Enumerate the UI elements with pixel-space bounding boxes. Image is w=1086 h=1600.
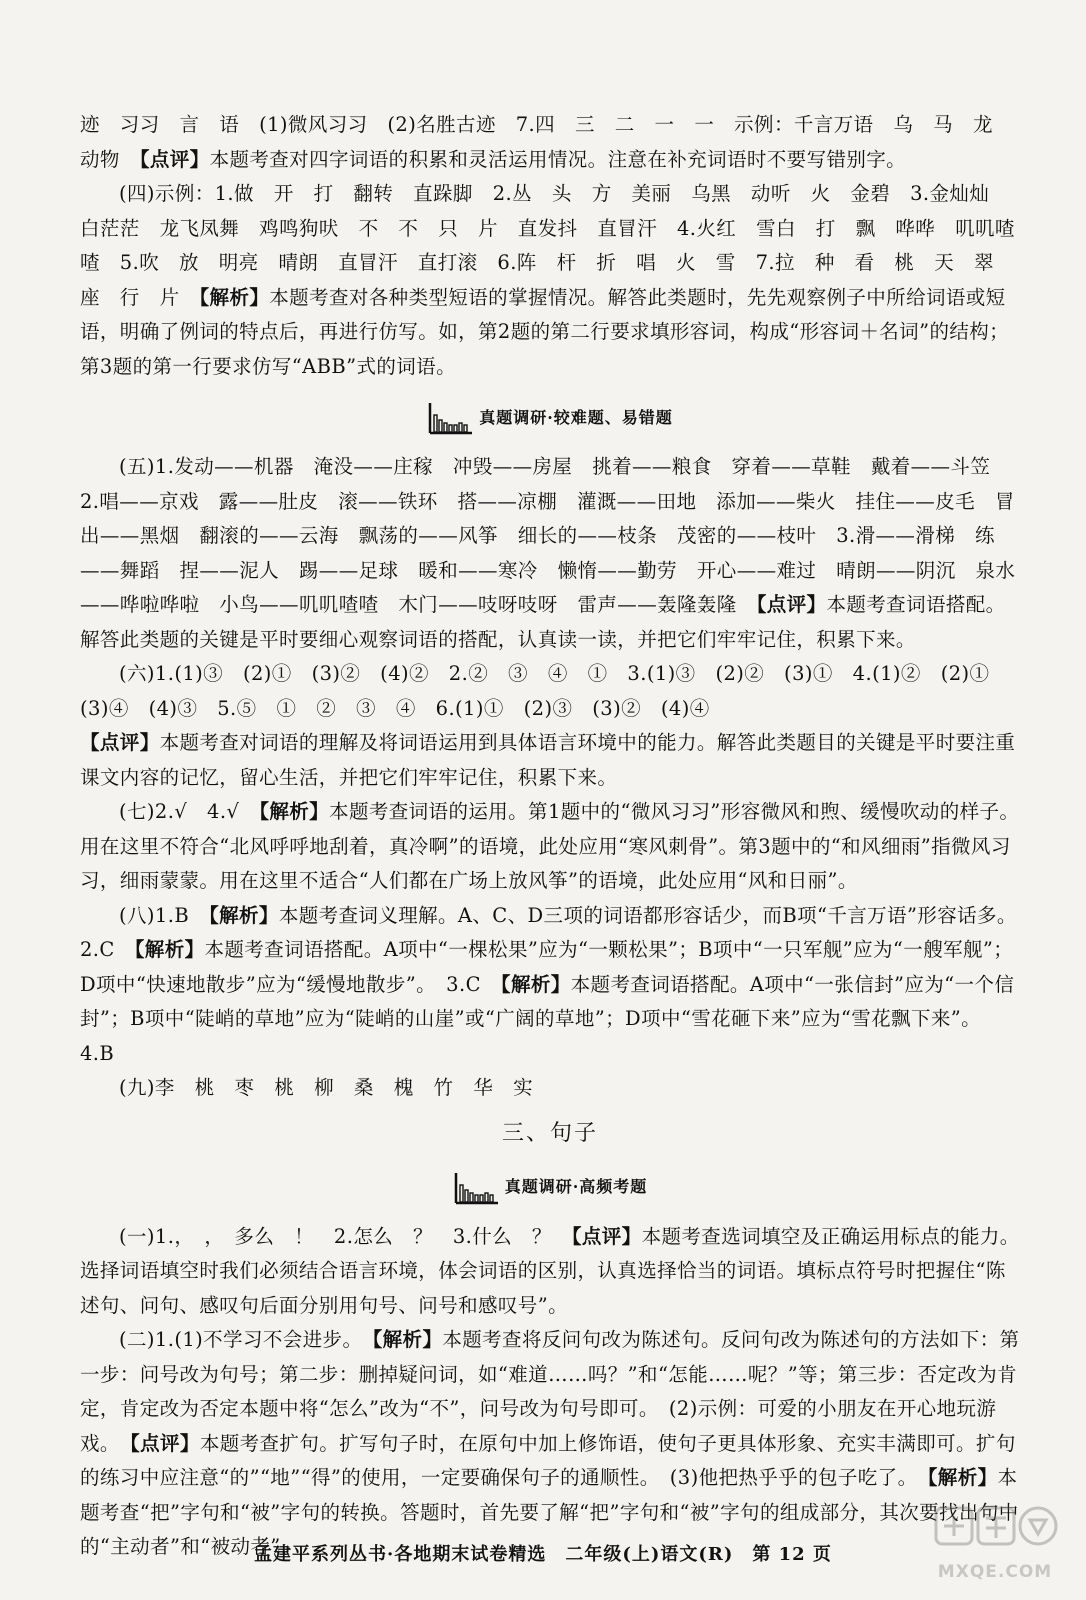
banner-difficult (80, 398, 1020, 438)
paragraph-section-6: (六)1.(1)③ (2)① (3)② (4)② 2.② ③ ④ ① 3.(1)③ (2)② (3)① 4.(1)② (2)① (3)④ (4)③ 5.⑤ ① ② ③ ④ 6.(1)① (2)③ (3)② (4)④ 【点评】本题考查对词语的理解及将词语运用到具体语言环境中的能力。解答此类题目的关键是平时要注重课文内容的记忆，留心生活，并把它们牢牢记住，积累下来。 (80, 662, 1016, 789)
analysis-tag: 【解析】 (259, 800, 330, 823)
watermark (930, 1502, 1060, 1582)
analysis-tag: 【解析】 (927, 1466, 998, 1489)
banner-label: 真题调研·较难题、易错题 (479, 407, 673, 427)
bar-chart-icon (453, 1171, 499, 1205)
comment-tag: 【点评】 (571, 1224, 642, 1248)
comment-tag: 【点评】 (139, 147, 210, 171)
watermark-text: MXQE.COM (937, 1562, 1053, 1582)
section-title: 三、句子 (501, 1120, 598, 1146)
analysis-tag: 【解析】 (500, 972, 571, 996)
paragraph-section-7: (七)2.√ 4.√ 【解析】本题考查词语的运用。第1题中的“微风习习”形容微风和煦、缓慢吹动的样子。用在这里不符合“北风呼呼地刮着，真冷啊”的语境，此处应用“寒风刺骨”。第3题中的“和风细雨”指微风习习，细雨蒙蒙。用在这里不适合“人们都在广场上放风筝”的语境，此处应用“风和日丽”。 (80, 800, 1020, 892)
paragraph-idioms: 迹 习习 言 语 (1)微风习习 (2)名胜古迹 7.四 三 二 一 一 示例：千言万语 乌 马 龙 动物 【点评】本题考查对四字词语的积累和灵活运用情况。注意在补充词语时不要写错别字。 (80, 113, 1013, 171)
watermark-logo-icon (930, 1502, 1060, 1558)
analysis-tag: 【解析】 (199, 285, 270, 309)
paragraph-section-9: (九)李 桃 枣 桃 柳 桑 槐 竹 华 实 (119, 1076, 534, 1099)
paragraph-sentences-1: (一)1.， ， 多么 ！ 2.怎么 ？ 3.什么 ？ 【点评】本题考查选词填空及正确运用标点的能力。选择词语填空时我们必须结合语言环境，体会词语的区别，认真选择恰当的词语。填标点符号时把握住“陈述句、问句、感叹句后面分别用句号、问号和感叹号”。 (80, 1224, 1020, 1317)
banner-label: 真题调研·高频考题 (504, 1177, 648, 1197)
answer-content (80, 108, 1027, 1565)
analysis-tag: 【解析】 (134, 938, 205, 961)
banner-frequent (80, 1168, 1020, 1208)
paragraph-section-4: (四)示例：1.做 开 打 翻转 直跺脚 2.丛 头 方 美丽 乌黑 动听 火 金碧 3.金灿灿 白茫茫 龙飞凤舞 鸡鸣狗吠 不 不 只 片 直发抖 直冒汗 4.火红 雪白 打 飘 哗哗 叽叽喳喳 5.吹 放 明亮 晴朗 直冒汗 直打滚 6.阵 杆 折 唱 火 雪 7.拉 种 看 桃 天 翠 座 行 片 【解析】本题考查对各种类型短语的掌握情况。解答此类题时，先先观察例子中所给词语或短语，明确了例词的特点后，再进行仿写。如，第2题的第二行要求填形容词，构成“形容词＋名词”的结构；第3题的第一行要求仿写“ABB”式的词语。 (80, 182, 1015, 378)
paragraph-section-8: (八)1.B 【解析】本题考查词义理解。A、C、D三项的词语都形容话少，而B项“千言万语”形容话多。 2.C 【解析】本题考查词语搭配。A项中“一棵松果”应为“一颗松果”；B项中“一只军舰”应为“一艘军舰”；D项中“快速地散步”应为“缓慢地散步”。 3.C 【解析】本题考查词语搭配。A项中“一张信封”应为“一个信封”；B项中“陡峭的草地”应为“陡峭的山崖”或“广阔的草地”；D项中“雪花砸下来”应为“雪花飘下来”。 4.B (80, 903, 1027, 1065)
page-footer: 孟建平系列丛书·各地期末试卷精选 二年级(上)语文(R) 第 12 页 (254, 1544, 832, 1565)
paragraph-section-5: (五)1.发动——机器 淹没——庄稼 冲毁——房屋 挑着——粮食 穿着——草鞋 戴着——斗笠 2.唱——京戏 露——肚皮 滚——铁环 搭——凉棚 灌溉——田地 添加——柴火 挂住——皮毛 冒出——黑烟 翻滚的——云海 飘荡的——风筝 细长的——枝条 茂密的——枝叶 3.滑——滑梯 练——舞蹈 捏——泥人 踢——足球 暖和——寒冷 懒惰——勤劳 开心——难过 晴朗——阴沉 泉水——哗啦哗啦 小鸟——叽叽喳喳 木门——吱呀吱呀 雷声——轰隆轰隆 【点评】本题考查词语搭配。解答此类题的关键是平时要细心观察词语的搭配，认真读一读，并把它们牢牢记住，积累下来。 (80, 455, 1016, 651)
paragraph-sentences-2: (二)1.(1)不学习不会进步。 【解析】本题考查将反问句改为陈述句。反问句改为陈述句的方法如下：第一步：问号改为句号；第二步：删掉疑问词，如“难道……吗？”和“怎能……呢？”等；第三步：否定改为肯定，肯定改为否定本题中将“怎么”改为“不”，问号改为句号即可。 (2)示例：可爱的小朋友在开心地玩游戏。 【点评】本题考查扩句。扩写句子时，在原句中加上修饰语，使句子更具体形象、充实丰满即可。扩句的练习中应注意“的”“地”“得”的使用，一定要确保句子的通顺性。 (3)他把热乎乎的包子吃了。 【解析】本题考查“把”字句和“被”字句的转换。答题时，首先要了解“把”字句和“被”字句的组成部分，其次要找出句中的“主动者”和“被动者”， (80, 1328, 1020, 1558)
comment-tag: 【点评】 (129, 1431, 200, 1455)
analysis-tag: 【解析】 (208, 903, 279, 927)
comment-tag: 【点评】 (756, 593, 827, 616)
bar-chart-icon (427, 401, 473, 435)
comment-tag: 【点评】 (80, 731, 160, 754)
analysis-tag: 【解析】 (372, 1328, 443, 1351)
